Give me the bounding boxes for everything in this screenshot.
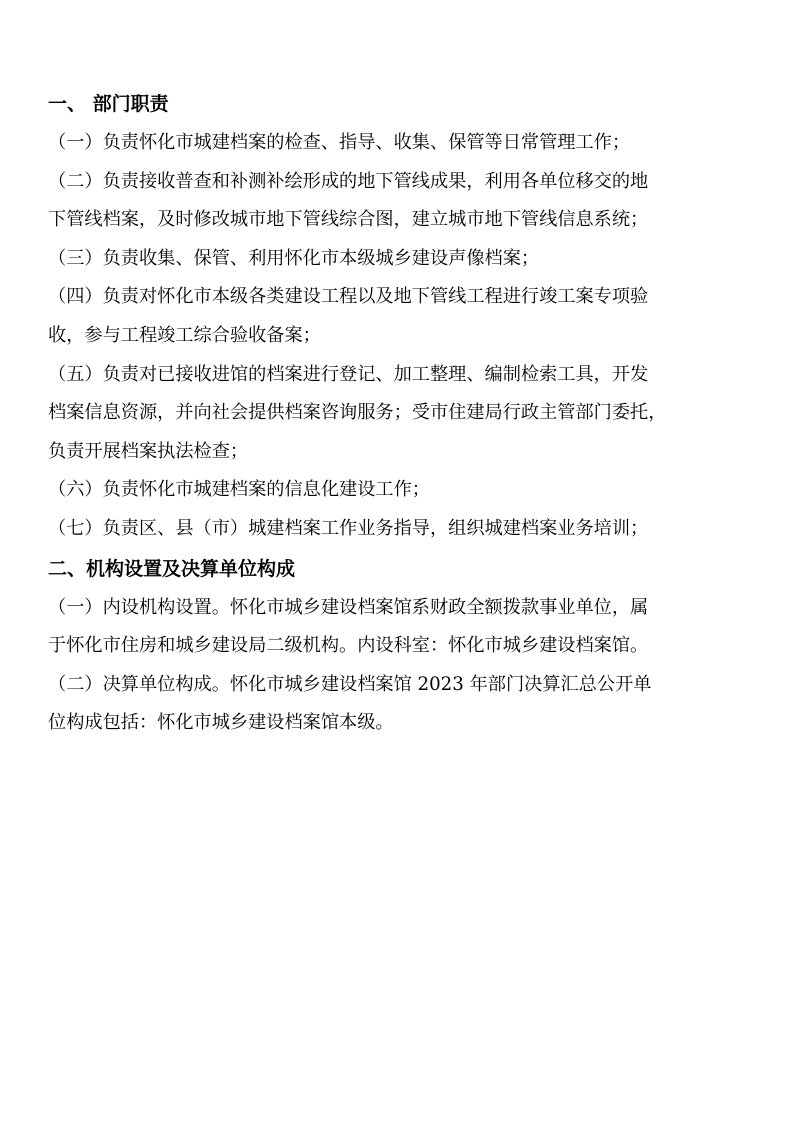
duty-item-5 — [48, 356, 752, 472]
text-line: 于怀化市住房和城乡建设局二级机构。内设科室：怀化市城乡建设档案馆。 — [48, 635, 649, 657]
text-line: （一）负责怀化市城建档案的检查、指导、收集、保管等日常管理工作； — [48, 132, 631, 153]
duty-item-6 — [48, 471, 752, 510]
text-line: （七）负责区、县（市）城建档案工作业务指导，组织城建档案业务培训； — [48, 517, 649, 539]
section-organization — [48, 549, 752, 743]
org-item-1 — [48, 589, 752, 666]
section-duties — [48, 84, 752, 549]
text-line: （二）负责接收普查和补测补绘形成的地下管线成果，利用各单位移交的地 — [48, 170, 649, 192]
text-line: 收，参与工程竣工综合验收备案； — [48, 324, 321, 346]
duty-item-1 — [48, 124, 752, 163]
section-heading: 一、 部门职责 — [48, 93, 169, 115]
document-page — [48, 84, 752, 743]
text-line: （六）负责怀化市城建档案的信息化建设工作； — [48, 479, 430, 501]
text-line: （二）决算单位构成。怀化市城乡建设档案馆 2023 年部门决算汇总公开单 — [48, 673, 652, 695]
text-line: 档案信息资源，并向社会提供档案咨询服务；受市住建局行政主管部门委托， — [48, 402, 667, 424]
text-line: 位构成包括：怀化市城乡建设档案馆本级。 — [48, 712, 394, 734]
duty-item-2 — [48, 163, 752, 240]
org-item-2 — [48, 666, 752, 743]
duty-item-3 — [48, 240, 752, 279]
text-line: （五）负责对已接收进馆的档案进行登记、加工整理、编制检索工具，开发 — [48, 363, 649, 385]
text-line: （四）负责对怀化市本级各类建设工程以及地下管线工程进行竣工案专项验 — [48, 286, 649, 308]
text-line: （三）负责收集、保管、利用怀化市本级城乡建设声像档案； — [48, 247, 540, 269]
text-line: （一）内设机构设置。怀化市城乡建设档案馆系财政全额拨款事业单位，属 — [48, 596, 649, 618]
text-line: 负责开展档案执法检查； — [48, 440, 249, 462]
section-heading: 二、机构设置及决算单位构成 — [48, 557, 296, 580]
text-line: 下管线档案，及时修改城市地下管线综合图，建立城市地下管线信息系统； — [48, 209, 649, 231]
duty-item-4 — [48, 278, 752, 355]
duty-item-7 — [48, 510, 752, 549]
